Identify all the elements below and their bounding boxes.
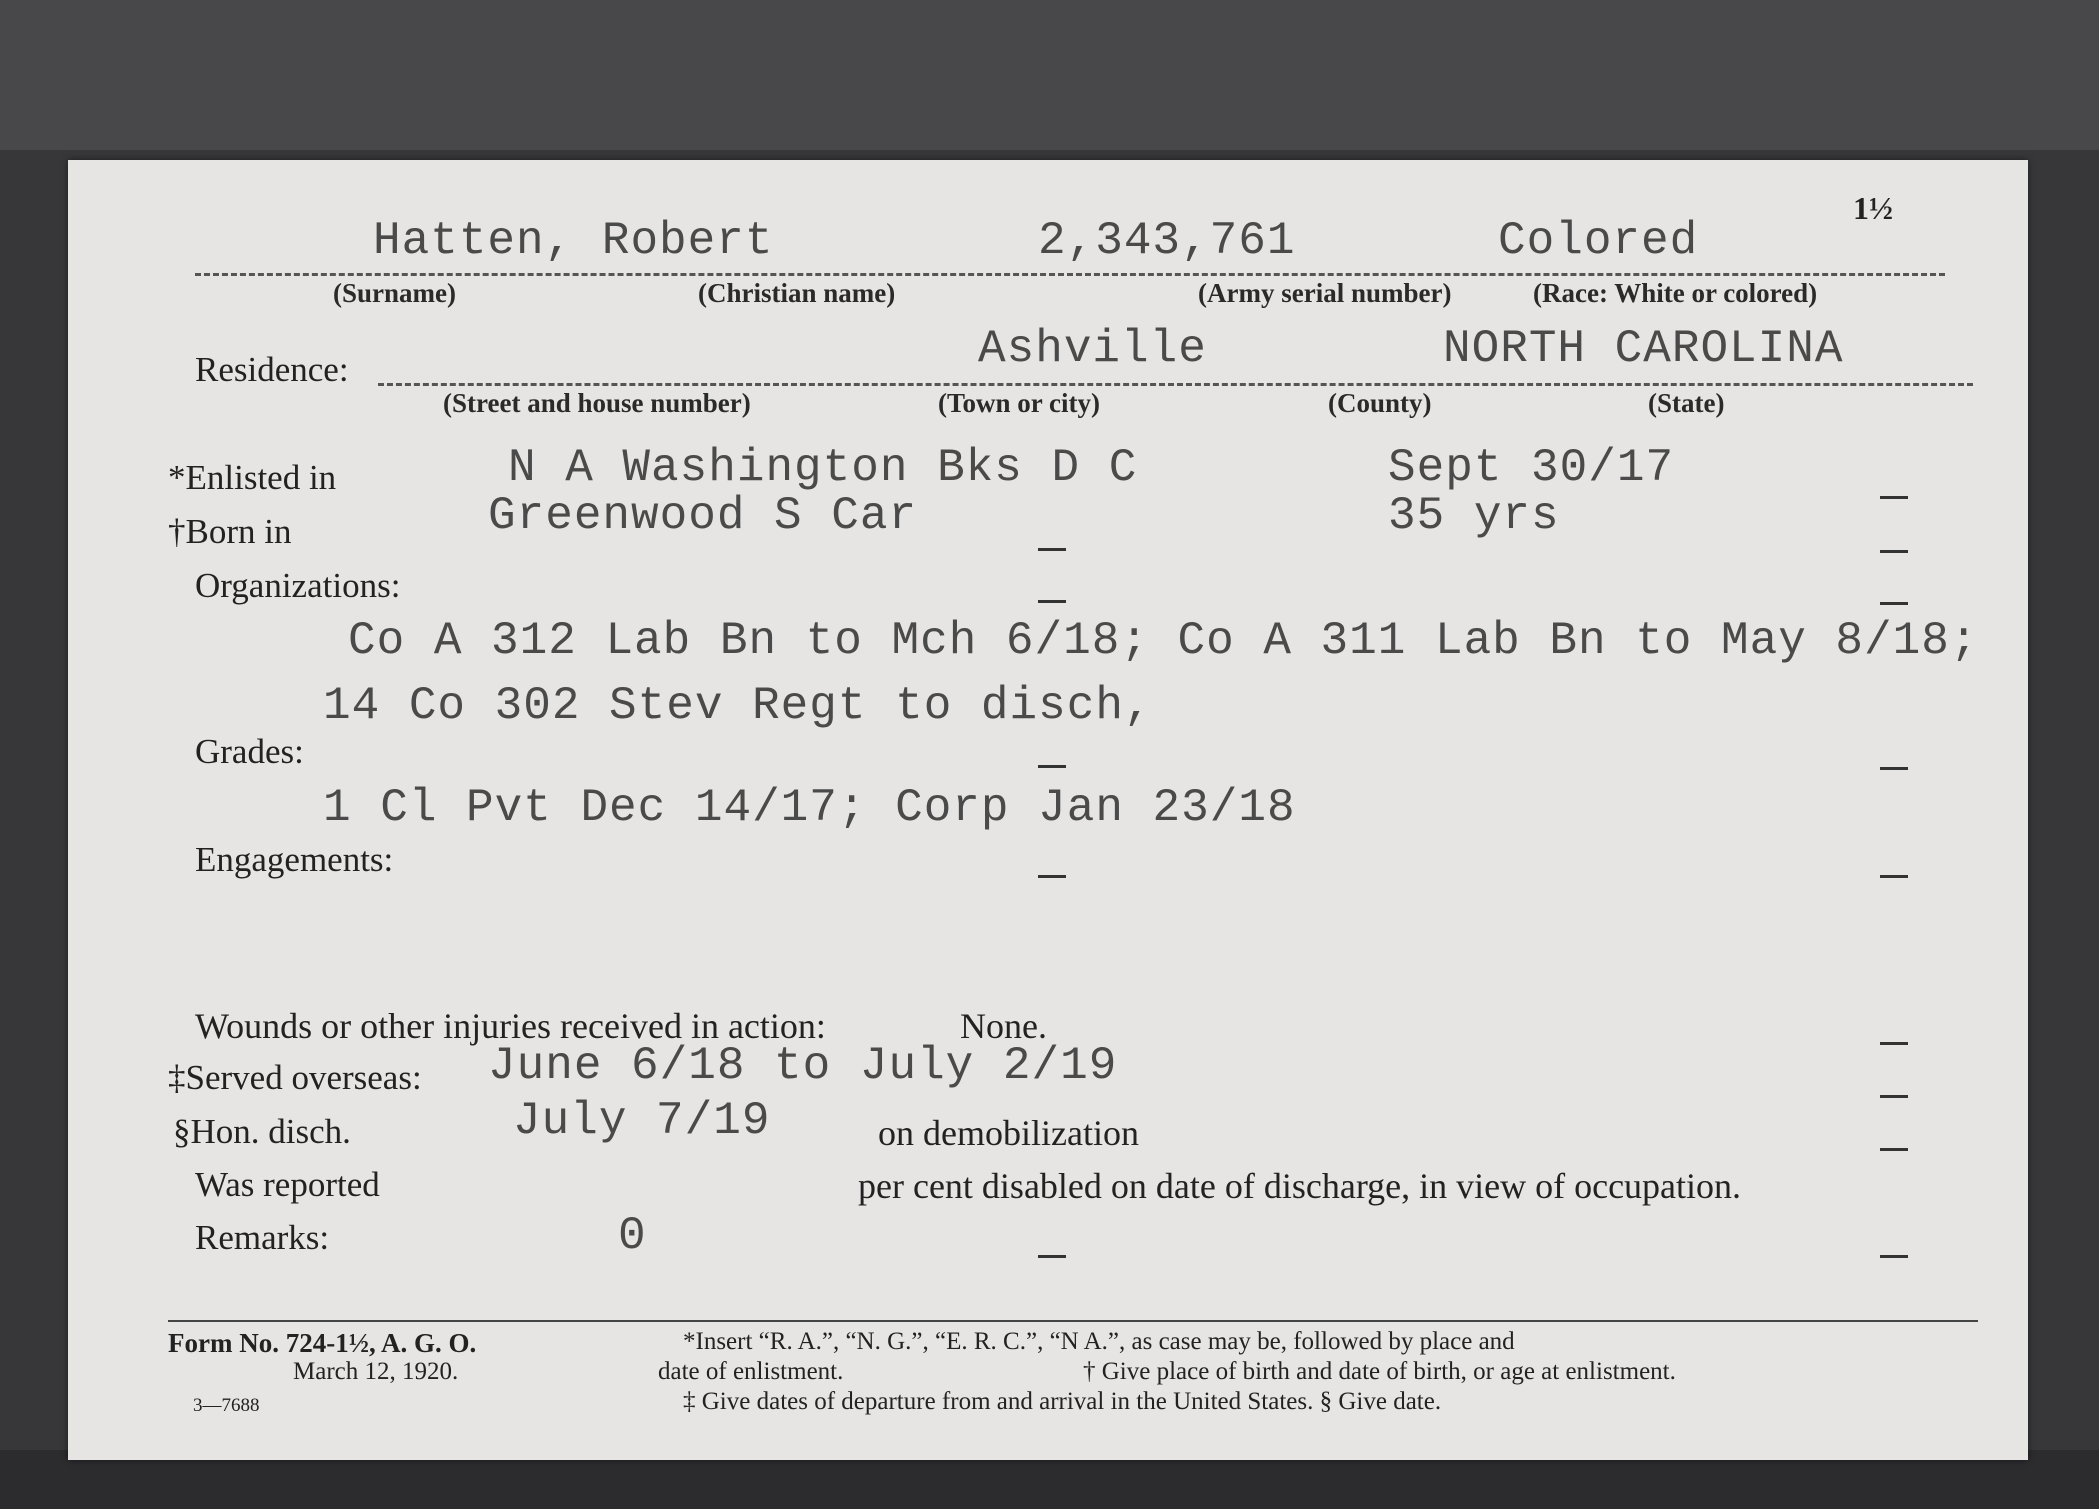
- race-value: Colored: [1498, 215, 1699, 267]
- residence-dashed-line: [378, 383, 1973, 386]
- born-label: †Born in: [168, 512, 292, 551]
- wounds-label: Wounds or other injuries received in action:: [195, 1006, 826, 1046]
- surname-christian-name-value: Hatten, Robert: [373, 215, 774, 267]
- hon-disch-dash: [1880, 1148, 1908, 1151]
- engagements-mid-dash: [1038, 875, 1066, 878]
- reported-label: Was reported: [195, 1165, 380, 1204]
- enlisted-date-value: Sept 30/17: [1388, 442, 1675, 494]
- enlisted-place-value: N A Washington Bks D C: [508, 442, 1138, 494]
- grades-mid-dash: [1038, 765, 1066, 768]
- organizations-dash: [1880, 602, 1908, 605]
- overseas-value: June 6/18 to July 2/19: [488, 1040, 1118, 1092]
- born-dash: [1880, 550, 1908, 553]
- organizations-line2-value: 14 Co 302 Stev Regt to disch,: [323, 680, 1153, 732]
- born-place-value: Greenwood S Car: [488, 490, 918, 542]
- grades-value: 1 Cl Pvt Dec 14/17; Corp Jan 23/18: [323, 782, 1296, 834]
- print-number: 3—7688: [193, 1395, 260, 1416]
- serial-number-caption: (Army serial number): [1198, 278, 1452, 308]
- street-caption: (Street and house number): [443, 388, 751, 418]
- residence-state-value: NORTH CAROLINA: [1443, 323, 1844, 375]
- county-caption: (County): [1328, 388, 1432, 418]
- hon-disch-label: §Hon. disch.: [173, 1112, 351, 1151]
- footer-rule: [168, 1320, 1978, 1322]
- hon-disch-value: July 7/19: [513, 1095, 771, 1147]
- footnote-line2b: † Give place of birth and date of birth, or age at enlistment.: [1083, 1358, 1676, 1385]
- footnote-line2a: date of enlistment.: [658, 1358, 844, 1385]
- enlisted-label: *Enlisted in: [168, 458, 337, 497]
- scan-background-top: [0, 0, 2099, 150]
- row1-dashed-line: [195, 273, 1945, 276]
- organizations-mid-dash: [1038, 600, 1066, 603]
- wounds-dash: [1880, 1042, 1908, 1045]
- hon-disch-suffix: on demobilization: [878, 1113, 1139, 1153]
- state-caption: (State): [1648, 388, 1725, 418]
- serial-number-value: 2,343,761: [1038, 215, 1296, 267]
- remarks-value: 0: [618, 1210, 647, 1262]
- form-date: March 12, 1920.: [293, 1358, 459, 1385]
- reported-suffix: per cent disabled on date of discharge, in view of occupation.: [858, 1166, 1742, 1206]
- form-number: Form No. 724-1½, A. G. O.: [168, 1328, 477, 1358]
- residence-town-value: Ashville: [978, 323, 1207, 375]
- wounds-value: None.: [960, 1006, 1047, 1046]
- town-caption: (Town or city): [938, 388, 1100, 418]
- remarks-mid-dash: [1038, 1255, 1066, 1258]
- engagements-dash: [1880, 875, 1908, 878]
- footnote-line1: *Insert “R. A.”, “N. G.”, “E. R. C.”, “N A.”, as case may be, followed by place and: [683, 1328, 1515, 1355]
- grades-label: Grades:: [195, 732, 304, 771]
- remarks-dash: [1880, 1255, 1908, 1258]
- born-age-value: 35 yrs: [1388, 490, 1560, 542]
- overseas-label: ‡Served overseas:: [168, 1058, 422, 1097]
- card-number: 1½: [1853, 190, 1893, 226]
- organizations-label: Organizations:: [195, 566, 401, 605]
- residence-label: Residence:: [195, 350, 349, 389]
- footnote-line3: ‡ Give dates of departure from and arrival in the United States. § Give date.: [683, 1388, 1442, 1415]
- organizations-line1-value: Co A 312 Lab Bn to Mch 6/18; Co A 311 Lab Bn to May 8/18;: [348, 615, 1979, 667]
- born-mid-dash: [1038, 548, 1066, 551]
- enlisted-dash: [1880, 496, 1908, 499]
- service-record-card: [68, 160, 2028, 1460]
- race-caption: (Race: White or colored): [1533, 278, 1818, 308]
- christian-name-caption: (Christian name): [698, 278, 896, 308]
- overseas-dash: [1880, 1095, 1908, 1098]
- remarks-label: Remarks:: [195, 1218, 330, 1257]
- grades-dash: [1880, 767, 1908, 770]
- engagements-label: Engagements:: [195, 840, 394, 879]
- surname-caption: (Surname): [333, 278, 456, 308]
